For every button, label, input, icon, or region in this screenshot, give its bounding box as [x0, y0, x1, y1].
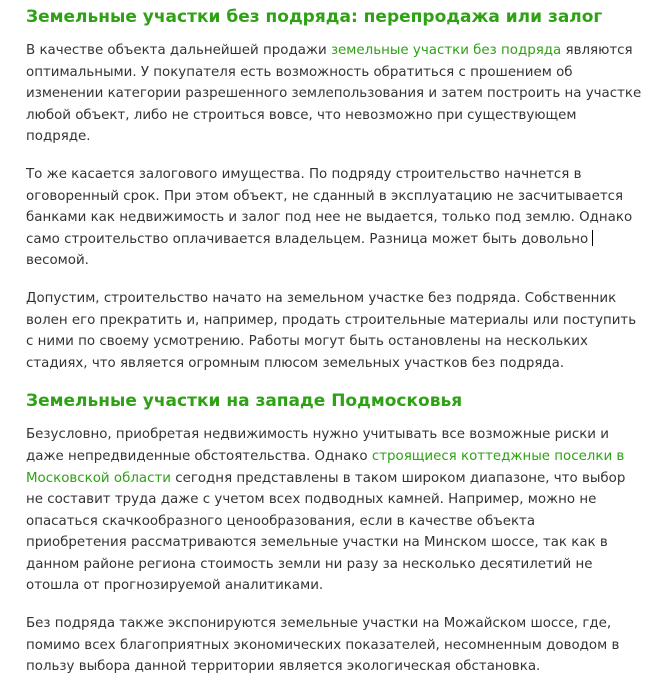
paragraph-mozhaisk-highway: [26, 613, 656, 678]
text-line: опасаться скачкообразного ценообразования, если в качестве объекта: [26, 513, 536, 529]
text-line: подряде.: [26, 129, 91, 145]
paragraph-resale: [26, 40, 656, 148]
text-line: не составит труда даже с учетом всех подводных камней. Например, можно не: [26, 492, 597, 508]
section-heading-west-moscow-region: Земельные участки на западе Подмосковья: [26, 391, 463, 412]
text-line: любой объект, либо не строиться вовсе, что невозможно при существующем: [26, 107, 577, 123]
paragraph-pledge: [26, 164, 656, 272]
text-line: волен его прекратить и, например, продать строительные материалы или поступить: [26, 312, 637, 328]
text-line: изменении категории разрешенного землепользования и затем построить на участке: [26, 86, 642, 102]
text-line: То же касается залогового имущества. По подряду строительство начнется в: [26, 166, 582, 182]
text-line: оговоренный срок. При этом объект, не сданный в эксплуатацию не засчитывается: [26, 188, 624, 204]
link-land-without-contract[interactable]: земельные участки без подряда: [330, 43, 562, 58]
text-line: В качестве объекта дальнейшей продажи земельные участки без подряда являются: [26, 43, 633, 58]
text-line: Допустим, строительство начато на земельном участке без подряда. Собственник: [26, 290, 617, 306]
text-line: банками как недвижимость и залог под нее не выдается, только под землю. Однако: [26, 210, 633, 226]
text-line: приобретения рассматриваются земельные участки на Минском шоссе, так как в: [26, 535, 608, 551]
text-line: данном районе региона стоимость земли ни разу за несколько десятилетий не: [26, 556, 593, 572]
text-line: Безусловно, приобретая недвижимость нужно учитывать все возможные риски и: [26, 427, 609, 443]
link-moscow-region[interactable]: Московской области: [26, 470, 171, 486]
section-heading-resale-or-pledge: Земельные участки без подряда: перепродажа или залог: [26, 7, 603, 27]
paragraph-construction-stop: [26, 288, 656, 374]
text-line: само строительство оплачивается владельцем. Разница может быть довольно: [26, 229, 656, 251]
paragraph-risks: [26, 424, 656, 597]
link-cottage-settlements[interactable]: строящиеся коттеджные поселки в: [371, 448, 625, 464]
text-line: оптимальными. У покупателя есть возможность обратиться с прошением об: [26, 64, 573, 80]
text-line: с ними по своему усмотрению. Работы могут быть остановлены на нескольких: [26, 334, 588, 350]
text-line: даже непредвиденные обстоятельства. Однако строящиеся коттеджные поселки в: [26, 448, 625, 464]
text-line: стадиях, что является огромным плюсом земельных участков без подряда.: [26, 355, 565, 371]
text-line: помимо всех благоприятных экономических показателей, несомненным доводом в: [26, 637, 620, 653]
text-line: Московской области сегодня представлены в таком широком диапазоне, что выбор: [26, 470, 626, 486]
text-cursor: [592, 230, 593, 246]
text-line: пользу выбора данной территории является экологическая обстановка.: [26, 659, 541, 675]
text-line: весомой.: [26, 253, 89, 269]
article: [26, 0, 656, 694]
text-line: отошла от прогнозируемой аналитиками.: [26, 578, 324, 594]
text-line: Без подряда также экспонируются земельные участки на Можайском шоссе, где,: [26, 616, 612, 632]
